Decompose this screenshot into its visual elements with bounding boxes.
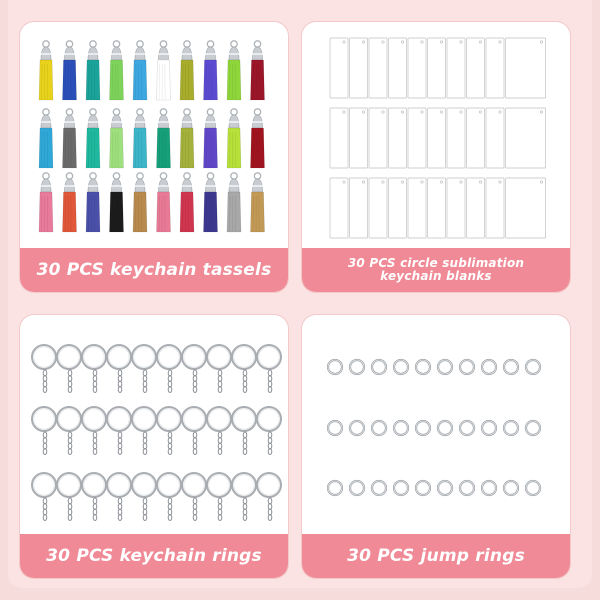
jump-ring	[482, 481, 496, 495]
keychain-ring	[107, 345, 131, 393]
jump-ring	[460, 481, 474, 495]
jumprings-image	[302, 315, 570, 534]
tassel	[157, 41, 171, 100]
tassels-image	[20, 22, 288, 248]
keychain-ring	[232, 345, 256, 393]
jump-ring	[372, 360, 386, 374]
tassel	[180, 41, 194, 100]
tassel	[39, 173, 53, 232]
jump-ring	[504, 360, 518, 374]
jump-ring	[394, 360, 408, 374]
tassel	[39, 41, 53, 100]
jump-ring	[526, 421, 540, 435]
jump-ring	[482, 421, 496, 435]
jump-ring	[328, 481, 342, 495]
keychain-ring	[132, 473, 156, 521]
jump-ring	[460, 360, 474, 374]
tassel	[204, 173, 218, 232]
rings-label: 30 PCS keychain rings	[46, 545, 262, 566]
blank-tag	[389, 38, 407, 98]
tassel	[180, 109, 194, 168]
keychain-ring	[207, 407, 231, 455]
tassel	[204, 41, 218, 100]
keychain-ring	[107, 473, 131, 521]
tassel	[110, 109, 124, 168]
tassel	[157, 109, 171, 168]
jump-ring	[526, 360, 540, 374]
jumprings-label-bar	[302, 534, 570, 578]
rings-card	[20, 315, 288, 578]
jump-ring	[394, 481, 408, 495]
blank-tag	[467, 38, 485, 98]
blanks-label: 30 PCS circle sublimation keychain blanks	[347, 255, 525, 283]
jump-ring	[328, 421, 342, 435]
blank-tag	[350, 38, 368, 98]
blank-tag	[330, 38, 348, 98]
jump-ring	[372, 421, 386, 435]
keychain-ring	[257, 473, 281, 521]
keychain-ring	[82, 407, 106, 455]
jumprings-label: 30 PCS jump rings	[347, 545, 525, 566]
keychain-ring	[257, 407, 281, 455]
jump-ring	[394, 421, 408, 435]
tassels-label: 30 PCS keychain tassels	[36, 259, 272, 280]
keychain-ring	[82, 473, 106, 521]
keychain-ring	[207, 345, 231, 393]
tassel	[227, 173, 241, 232]
tassel	[63, 41, 77, 100]
jump-ring	[416, 481, 430, 495]
blank-tag	[467, 108, 485, 168]
jump-ring	[526, 481, 540, 495]
blank-tag	[428, 38, 446, 98]
blank-tag	[506, 38, 546, 98]
keychain-ring	[57, 473, 81, 521]
blanks-card	[302, 22, 570, 292]
blank-tag	[350, 108, 368, 168]
tassel	[63, 109, 77, 168]
tassel	[204, 109, 218, 168]
blank-tag	[428, 178, 446, 238]
tassel	[251, 41, 265, 100]
tassel	[86, 173, 100, 232]
jump-ring	[416, 360, 430, 374]
jumprings-card	[302, 315, 570, 578]
blank-tag	[506, 108, 546, 168]
keychain-ring	[82, 345, 106, 393]
blank-tag	[389, 178, 407, 238]
tassel	[86, 109, 100, 168]
jump-ring	[328, 360, 342, 374]
blank-tag	[408, 38, 426, 98]
blank-tag	[447, 178, 465, 238]
keychain-ring	[157, 473, 181, 521]
keychain-ring	[32, 473, 56, 521]
tassel	[110, 173, 124, 232]
tassel	[227, 41, 241, 100]
tassel	[180, 173, 194, 232]
jump-ring	[416, 421, 430, 435]
jump-ring	[438, 421, 452, 435]
keychain-ring	[107, 407, 131, 455]
tassel	[133, 173, 147, 232]
blank-tag	[330, 108, 348, 168]
keychain-ring	[232, 473, 256, 521]
tassel	[133, 109, 147, 168]
jump-ring	[438, 360, 452, 374]
blank-tag	[369, 178, 387, 238]
keychain-ring	[57, 345, 81, 393]
keychain-ring	[257, 345, 281, 393]
blank-tag	[447, 108, 465, 168]
tassel	[63, 173, 77, 232]
tassel	[251, 173, 265, 232]
blank-tag	[486, 178, 504, 238]
rings-label-bar	[20, 534, 288, 578]
blank-tag	[369, 108, 387, 168]
blank-tag	[350, 178, 368, 238]
jump-ring	[504, 481, 518, 495]
tassel	[133, 41, 147, 100]
blank-tag	[389, 108, 407, 168]
keychain-ring	[132, 345, 156, 393]
keychain-ring	[32, 407, 56, 455]
tassel	[157, 173, 171, 232]
tassel	[39, 109, 53, 168]
blank-tag	[467, 178, 485, 238]
keychain-ring	[32, 345, 56, 393]
tassel	[251, 109, 265, 168]
keychain-ring	[182, 473, 206, 521]
blank-tag	[506, 178, 546, 238]
keychain-ring	[157, 345, 181, 393]
blank-tag	[486, 108, 504, 168]
keychain-ring	[57, 407, 81, 455]
blank-tag	[330, 178, 348, 238]
keychain-ring	[207, 473, 231, 521]
keychain-ring	[132, 407, 156, 455]
tassels-card	[20, 22, 288, 292]
blank-tag	[408, 108, 426, 168]
jump-ring	[438, 481, 452, 495]
tassel	[86, 41, 100, 100]
jump-ring	[482, 360, 496, 374]
keychain-ring	[157, 407, 181, 455]
blank-tag	[447, 38, 465, 98]
tassel	[110, 41, 124, 100]
blank-tag	[428, 108, 446, 168]
keychain-ring	[232, 407, 256, 455]
jump-ring	[504, 421, 518, 435]
tassels-label-bar	[20, 248, 288, 292]
blanks-label-bar	[302, 248, 570, 292]
blank-tag	[408, 178, 426, 238]
keychain-ring	[182, 407, 206, 455]
jump-ring	[460, 421, 474, 435]
jump-ring	[350, 360, 364, 374]
jump-ring	[350, 421, 364, 435]
keychain-ring	[182, 345, 206, 393]
blanks-image	[302, 22, 570, 248]
blank-tag	[369, 38, 387, 98]
jump-ring	[350, 481, 364, 495]
jump-ring	[372, 481, 386, 495]
tassel	[227, 109, 241, 168]
rings-image	[20, 315, 288, 534]
blank-tag	[486, 38, 504, 98]
